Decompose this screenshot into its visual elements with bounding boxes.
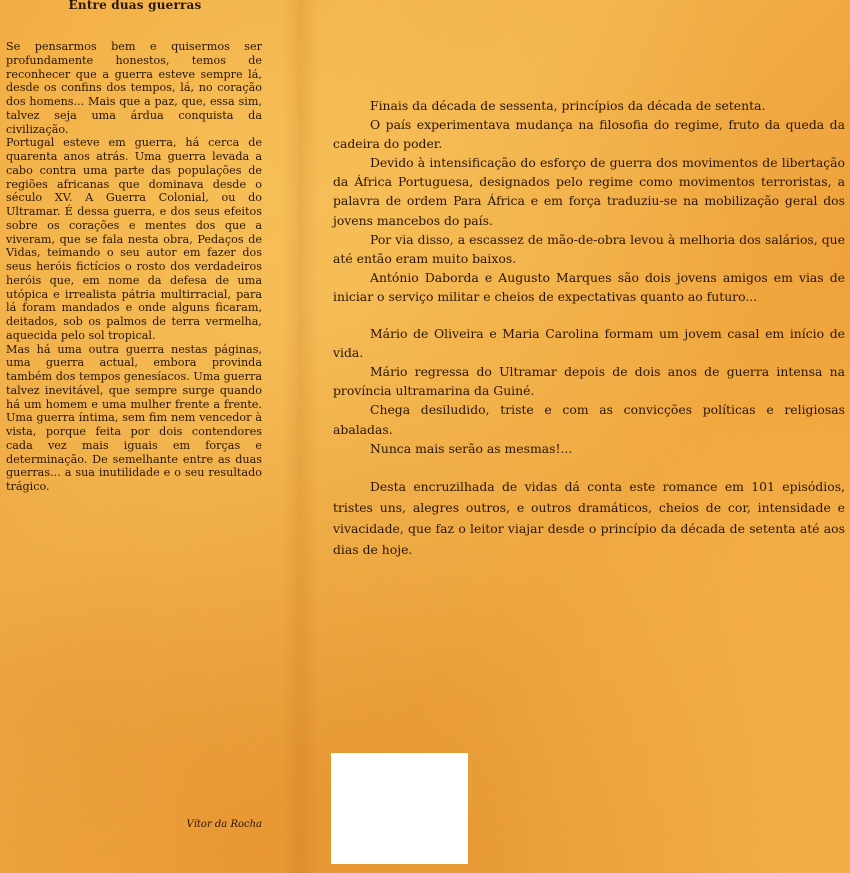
paragraph-spacer <box>333 306 845 324</box>
synopsis-paragraph-7: Mário regressa do Ultramar depois de dois anos de guerra intensa na província ultramarina da Guiné. <box>333 364 845 399</box>
back-cover-text <box>6 40 262 494</box>
paragraph-spacer <box>333 458 845 476</box>
synopsis-paragraph-5: António Daborda e Augusto Marques são dois jovens amigos em vias de iniciar o serviço militar e cheios de expectativas quanto ao futuro... <box>333 269 845 304</box>
author-signature: Vítor da Rocha <box>186 819 262 830</box>
spine-shade <box>283 0 319 873</box>
back-cover-panel <box>0 0 270 873</box>
back-paragraph-3: Mas há uma outra guerra nestas páginas, uma guerra actual, embora provinda também dos tempos genesíacos. Uma guerra talvez inevitável, que sempre surge quando há um homem e uma mulher frente a frente. Uma guerra íntima, sem fim nem vencedor à vista, porque feita por dois contendores cada vez mais iguais em forças e determinação. De semelhante entre as duas guerras... a sua inutilidade e o seu resultado trágico. <box>6 342 262 493</box>
synopsis-paragraph-10: Desta encruzilhada de vidas dá conta este romance em 101 episódios, tristes uns, alegres outros, e outros dramáticos, cheios de cor, intensidade e vivacidade, que faz o leitor viajar desde o princípio da década de setenta até aos dias de hoje. <box>333 478 845 557</box>
back-cover-title: Entre duas guerras <box>68 0 202 12</box>
synopsis-paragraph-1: Finais da década de sessenta, princípios da década de setenta. <box>370 98 766 113</box>
synopsis-paragraph-6: Mário de Oliveira e Maria Carolina formam um jovem casal em início de vida. <box>333 326 845 361</box>
back-paragraph-1: Se pensarmos bem e quisermos ser profundamente honestos, temos de reconhecer que a guerra esteve sempre lá, desde os confins dos tempos, lá, no coração dos homens... Mais que a paz, que, essa sim, talvez seja uma árdua conquista da civilização. <box>6 40 262 136</box>
barcode-box <box>331 753 468 864</box>
synopsis-paragraph-2: O país experimentava mudança na filosofia do regime, fruto da queda da cadeira do poder. <box>333 117 845 152</box>
synopsis-paragraph-8: Chega desiludido, triste e com as convicções políticas e religiosas abaladas. <box>333 402 845 437</box>
back-paragraph-2: Portugal esteve em guerra, há cerca de quarenta anos atrás. Uma guerra levada a cabo contra uma parte das populações de regiões africanas que dominava desde o século XV. A Guerra Colonial, ou do Ultramar. É dessa guerra, e dos seus efeitos sobre os corações e mentes dos que a viveram, que se fala nesta obra, Pedaços de Vidas, teimando o seu autor em fazer dos seus heróis fictícios o rosto dos verdadeiros heróis que, em nome da defesa de uma utópica e irrealista pátria multirracial, para lá foram mandados e onde alguns ficaram, deitados, sob os palmos de terra vermelha, aquecida pelo sol tropical. <box>6 136 262 342</box>
synopsis-text <box>333 96 845 560</box>
synopsis-paragraph-4: Por via disso, a escassez de mão-de-obra levou à melhoria dos salários, que até então eram muito baixos. <box>333 231 845 266</box>
synopsis-paragraph-9: Nunca mais serão as mesmas!... <box>370 440 573 456</box>
synopsis-panel <box>330 0 850 873</box>
synopsis-paragraph-3: Devido à intensificação do esforço de guerra dos movimentos de libertação da África Portuguesa, designados pelo regime como movimentos terroristas, a palavra de ordem Para África e em força traduziu-se na mobilização geral dos jovens mancebos do país. <box>333 155 845 228</box>
